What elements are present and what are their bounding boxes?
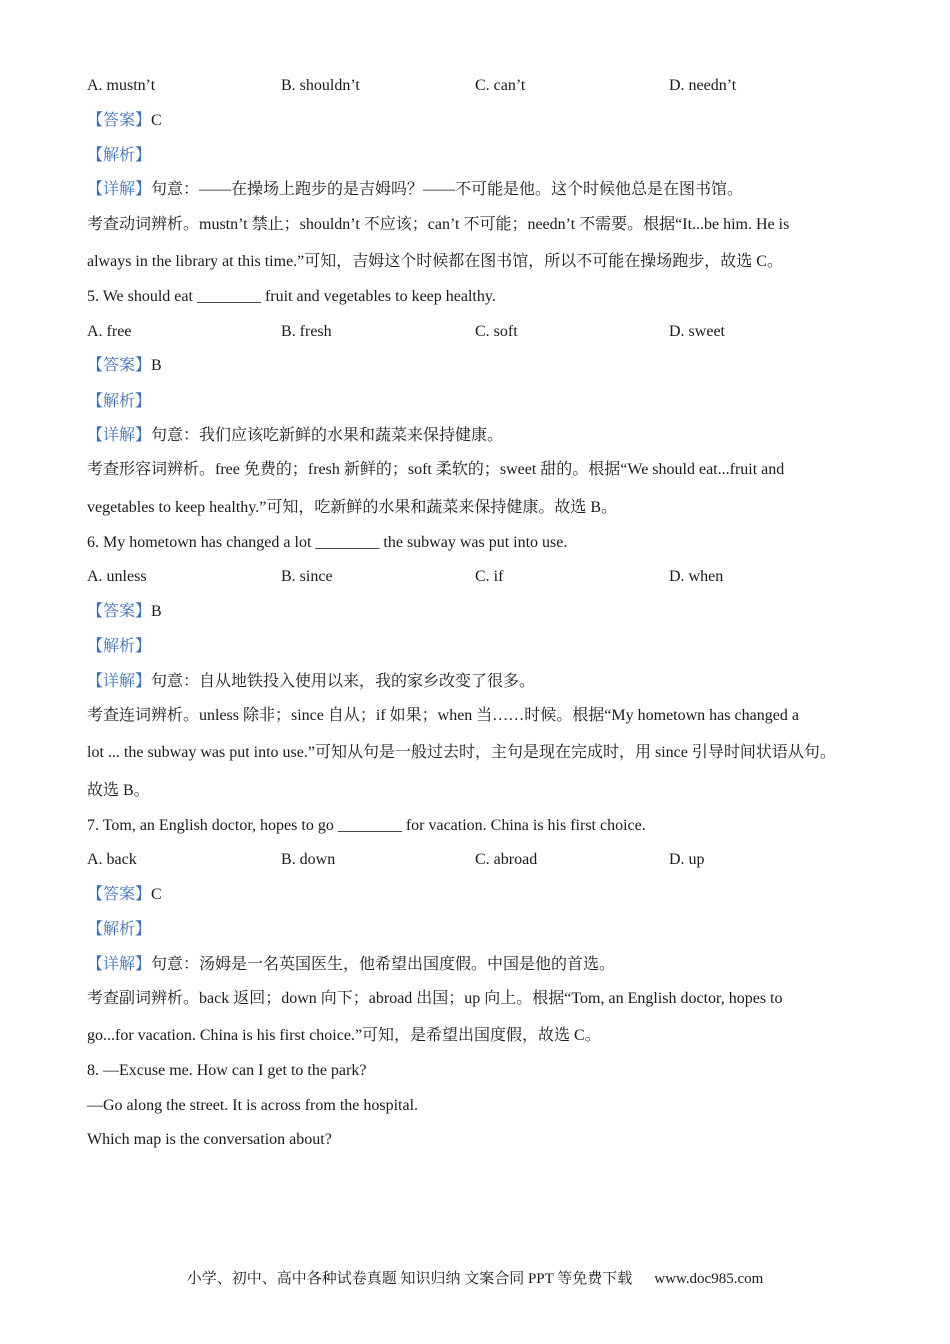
answer-label: 【答案】 — [87, 886, 152, 903]
q6-option-b: B. since — [281, 568, 333, 585]
q7-option-a: A. back — [87, 851, 137, 868]
detail-text: 句意：汤姆是一名英国医生，他希望出国度假。中国是他的首选。 — [151, 956, 616, 973]
q7-detail — [87, 955, 615, 975]
answer-value: C — [151, 112, 162, 129]
q5-question: 5. We should eat ________ fruit and vegetables to keep healthy. — [87, 288, 496, 305]
detail-label: 【详解】 — [87, 956, 152, 973]
q4-option-b: B. shouldn’t — [281, 77, 360, 94]
q6-option-a: A. unless — [87, 568, 147, 585]
q5-option-c: C. soft — [475, 323, 518, 340]
q7-question: 7. Tom, an English doctor, hopes to go ________ for vacation. China is his first choice. — [87, 817, 646, 834]
q4-option-c: C. can’t — [475, 77, 526, 94]
q6-answer — [87, 602, 162, 622]
q5-detail — [87, 426, 503, 446]
detail-label: 【详解】 — [87, 427, 152, 444]
detail-text: 句意：我们应该吃新鲜的水果和蔬菜来保持健康。 — [151, 427, 504, 444]
q5-explain-1: 考查形容词辨析。free 免费的；fresh 新鲜的；soft 柔软的；sweet 甜的。根据“We should eat...fruit and — [87, 461, 785, 478]
detail-label: 【详解】 — [87, 181, 152, 198]
q5-option-d: D. sweet — [669, 323, 725, 340]
q6-explain-3: 故选 B。 — [87, 782, 150, 799]
q7-options — [87, 850, 867, 870]
q5-explain-2: vegetables to keep healthy.”可知，吃新鲜的水果和蔬菜来保持健康。故选 B。 — [87, 499, 618, 516]
q5-option-a: A. free — [87, 323, 132, 340]
q7-explain-2: go...for vacation. China is his first choice.”可知，是希望出国度假，故选 C。 — [87, 1027, 601, 1044]
q7-analysis-label: 【解析】 — [87, 921, 152, 938]
q7-option-d: D. up — [669, 851, 705, 868]
detail-text: 句意：——在操场上跑步的是吉姆吗？——不可能是他。这个时候他总是在图书馆。 — [151, 181, 744, 198]
answer-label: 【答案】 — [87, 357, 152, 374]
q7-explain-1: 考查副词辨析。back 返回；down 向下；abroad 出国；up 向上。根据“Tom, an English doctor, hopes to — [87, 990, 783, 1007]
q5-options — [87, 322, 867, 342]
answer-label: 【答案】 — [87, 603, 152, 620]
q8-line-2: —Go along the street. It is across from the hospital. — [87, 1097, 419, 1114]
q8-line-3: Which map is the conversation about? — [87, 1131, 332, 1148]
q6-analysis-label: 【解析】 — [87, 638, 152, 655]
q7-option-c: C. abroad — [475, 851, 538, 868]
q4-answer — [87, 111, 162, 131]
q6-explain-2: lot ... the subway was put into use.”可知从句是一般过去时，主句是现在完成时，用 since 引导时间状语从句。 — [87, 744, 836, 761]
answer-label: 【答案】 — [87, 112, 152, 129]
answer-value: B — [151, 603, 162, 620]
q4-options — [87, 76, 867, 96]
q7-option-b: B. down — [281, 851, 336, 868]
q6-option-c: C. if — [475, 568, 504, 585]
footer-website-link[interactable]: www.doc985.com — [654, 1271, 764, 1287]
q6-explain-1: 考查连词辨析。unless 除非；since 自从；if 如果；when 当……时候。根据“My hometown has changed a — [87, 707, 799, 724]
q4-explain-2: always in the library at this time.”可知，吉姆这个时候都在图书馆，所以不可能在操场跑步，故选 C。 — [87, 253, 783, 270]
q4-analysis-label: 【解析】 — [87, 147, 152, 164]
q6-question: 6. My hometown has changed a lot ________ the subway was put into use. — [87, 534, 568, 551]
q7-answer — [87, 885, 162, 905]
q5-analysis-label: 【解析】 — [87, 393, 152, 410]
q5-answer — [87, 356, 162, 376]
q6-options — [87, 567, 867, 587]
q4-option-a: A. mustn’t — [87, 77, 156, 94]
footer-text: 小学、初中、高中各种试卷真题 知识归纳 文案合同 PPT 等免费下载 — [186, 1271, 633, 1287]
q4-detail — [87, 180, 743, 200]
page-footer — [0, 1269, 950, 1289]
answer-value: B — [151, 357, 162, 374]
answer-value: C — [151, 886, 162, 903]
q6-option-d: D. when — [669, 568, 724, 585]
q8-line-1: 8. —Excuse me. How can I get to the park? — [87, 1062, 367, 1079]
q4-explain-1: 考查动词辨析。mustn’t 禁止；shouldn’t 不应该；can’t 不可能；needn’t 不需要。根据“It...be him. He is — [87, 216, 790, 233]
q4-option-d: D. needn’t — [669, 77, 737, 94]
detail-label: 【详解】 — [87, 673, 152, 690]
q5-option-b: B. fresh — [281, 323, 332, 340]
q6-detail — [87, 672, 535, 692]
detail-text: 句意：自从地铁投入使用以来，我的家乡改变了很多。 — [151, 673, 536, 690]
